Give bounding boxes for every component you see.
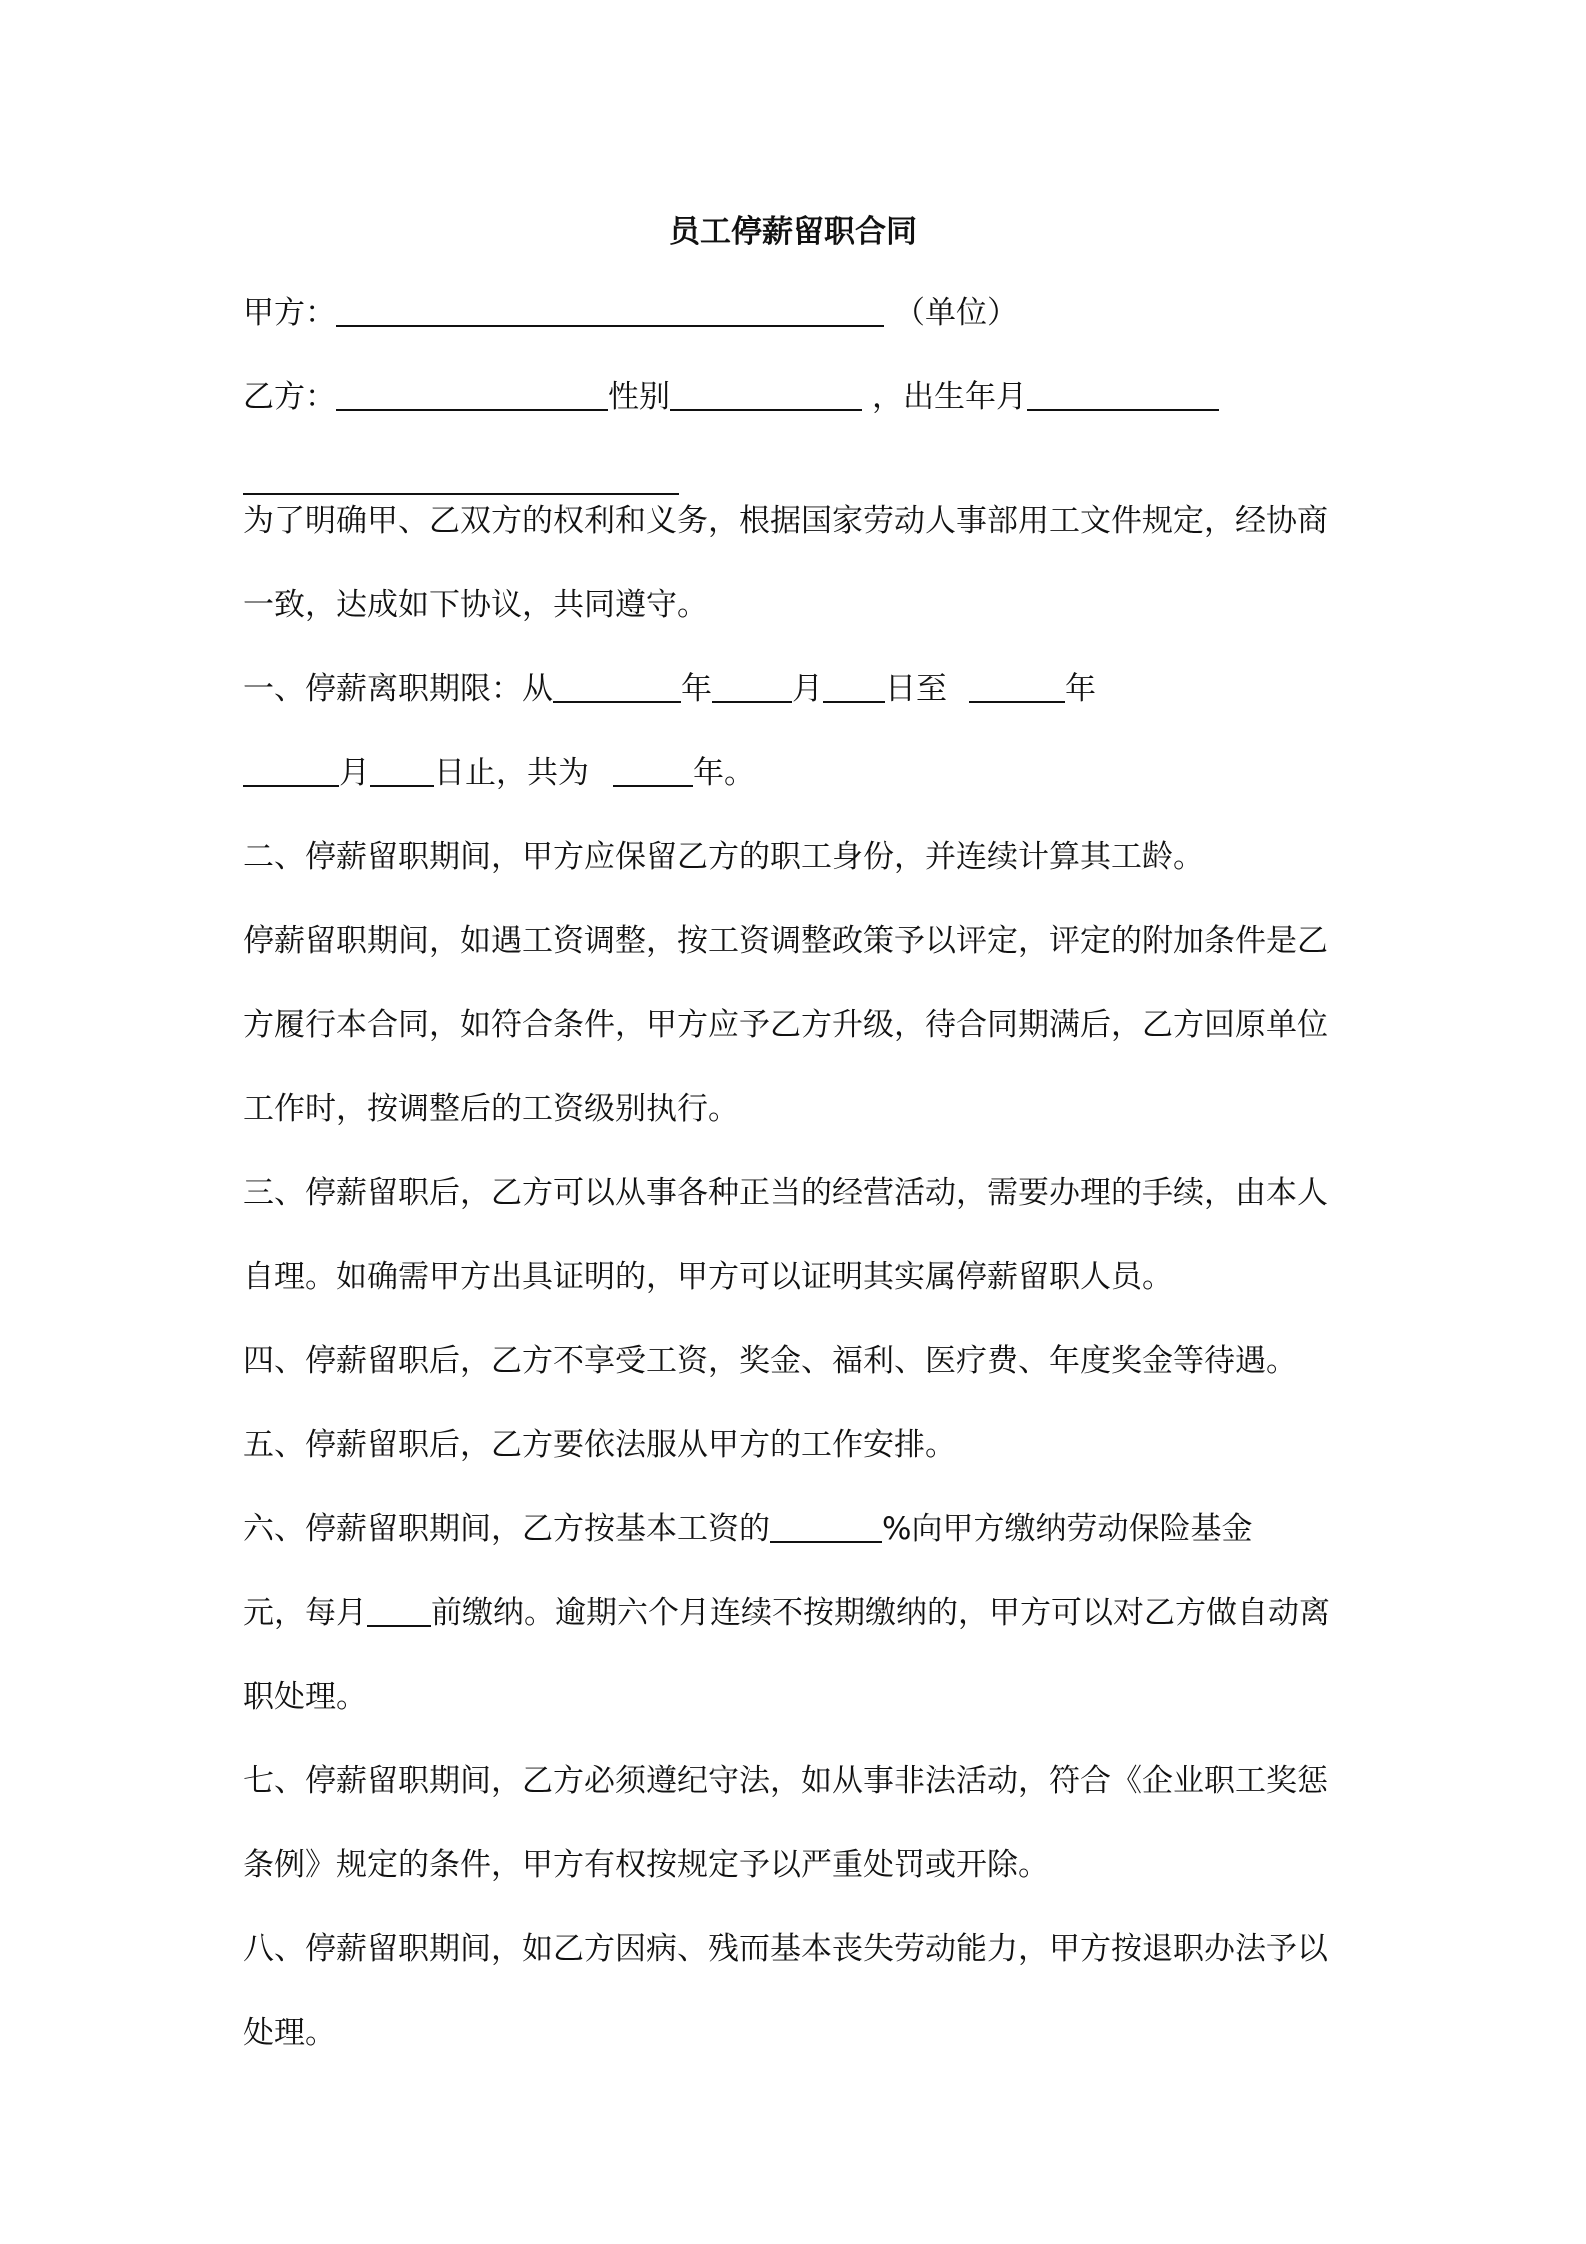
start-day-blank <box>823 667 885 703</box>
clause-4-line-1: 四、停薪留职后，乙方不享受工资，奖金、福利、医疗费、年度奖金等待遇。 <box>243 1343 1297 1379</box>
month-label-2: 月 <box>339 755 370 791</box>
document-title: 员工停薪留职合同 <box>669 214 917 250</box>
party-a-line <box>243 290 1018 336</box>
party-a-suffix: （单位） <box>894 295 1018 331</box>
clause-7-line-1: 七、停薪留职期间，乙方必须遵纪守法，如从事非法活动，符合《企业职工奖惩 <box>243 1763 1328 1799</box>
preamble-line-1: 为了明确甲、乙双方的权利和义务，根据国家劳动人事部用工文件规定，经协商 <box>243 503 1328 539</box>
clause-6-line-2-post: 前缴纳。逾期六个月连续不按期缴纳的，甲方可以对乙方做自动离 <box>431 1595 1330 1631</box>
preamble-line-2: 一致，达成如下协议，共同遵守。 <box>243 587 708 623</box>
year-label-2: 年 <box>1065 671 1096 707</box>
clause-2-line-3: 方履行本合同，如符合条件，甲方应予乙方升级，待合同期满后，乙方回原单位 <box>243 1007 1328 1043</box>
clause-6-line-2-pre: 元，每月 <box>243 1595 367 1631</box>
party-a-label: 甲方： <box>243 295 336 331</box>
clause-3-line-1: 三、停薪留职后，乙方可以从事各种正当的经营活动，需要办理的手续，由本人 <box>243 1175 1328 1211</box>
clause-6-line-3: 职处理。 <box>243 1679 367 1715</box>
party-a-blank <box>336 291 884 327</box>
clause-8-line-2: 处理。 <box>243 2015 336 2051</box>
clause-7-line-2: 条例》规定的条件，甲方有权按规定予以严重处罚或开除。 <box>243 1847 1049 1883</box>
party-b-label: 乙方： <box>243 379 336 415</box>
end-day-blank <box>370 751 434 787</box>
clause-6-line-1 <box>243 1506 1252 1552</box>
day-to-label: 日至 <box>885 671 947 707</box>
clause-6-post: %向甲方缴纳劳动保险基金 <box>882 1511 1253 1547</box>
clause-8-line-1: 八、停薪留职期间，如乙方因病、残而基本丧失劳动能力，甲方按退职办法予以 <box>243 1931 1328 1967</box>
clause-2-line-1: 二、停薪留职期间，甲方应保留乙方的职工身份，并连续计算其工龄。 <box>243 839 1204 875</box>
clause-1-line-2 <box>243 750 755 796</box>
clause-2-line-4: 工作时，按调整后的工资级别执行。 <box>243 1091 739 1127</box>
day-end-label: 日止，共为 <box>434 755 589 791</box>
percentage-blank <box>770 1507 882 1543</box>
clause-6-pre: 六、停薪留职期间，乙方按基本工资的 <box>243 1511 770 1547</box>
year-label-1: 年 <box>681 671 712 707</box>
birth-label: ，出生年月 <box>872 379 1027 415</box>
gender-label: 性别 <box>608 379 670 415</box>
party-b-line <box>243 374 1219 420</box>
birth-blank <box>1027 375 1219 411</box>
end-month-blank <box>243 751 339 787</box>
clause-1-label: 一、停薪离职期限：从 <box>243 671 553 707</box>
clause-1-line-1 <box>243 666 1096 712</box>
total-years-blank <box>613 751 693 787</box>
month-label-1: 月 <box>792 671 823 707</box>
clause-6-line-2 <box>243 1590 1330 1636</box>
monthly-date-blank <box>367 1591 431 1627</box>
party-b-name-blank <box>336 375 608 411</box>
party-b-extra-blank <box>243 459 679 495</box>
start-year-blank <box>553 667 681 703</box>
years-end-label: 年。 <box>693 755 755 791</box>
start-month-blank <box>712 667 792 703</box>
end-year-blank <box>969 667 1065 703</box>
clause-3-line-2: 自理。如确需甲方出具证明的，甲方可以证明其实属停薪留职人员。 <box>243 1259 1173 1295</box>
clause-5-line-1: 五、停薪留职后，乙方要依法服从甲方的工作安排。 <box>243 1427 956 1463</box>
clause-2-line-2: 停薪留职期间，如遇工资调整，按工资调整政策予以评定，评定的附加条件是乙 <box>243 923 1328 959</box>
gender-blank <box>670 375 862 411</box>
